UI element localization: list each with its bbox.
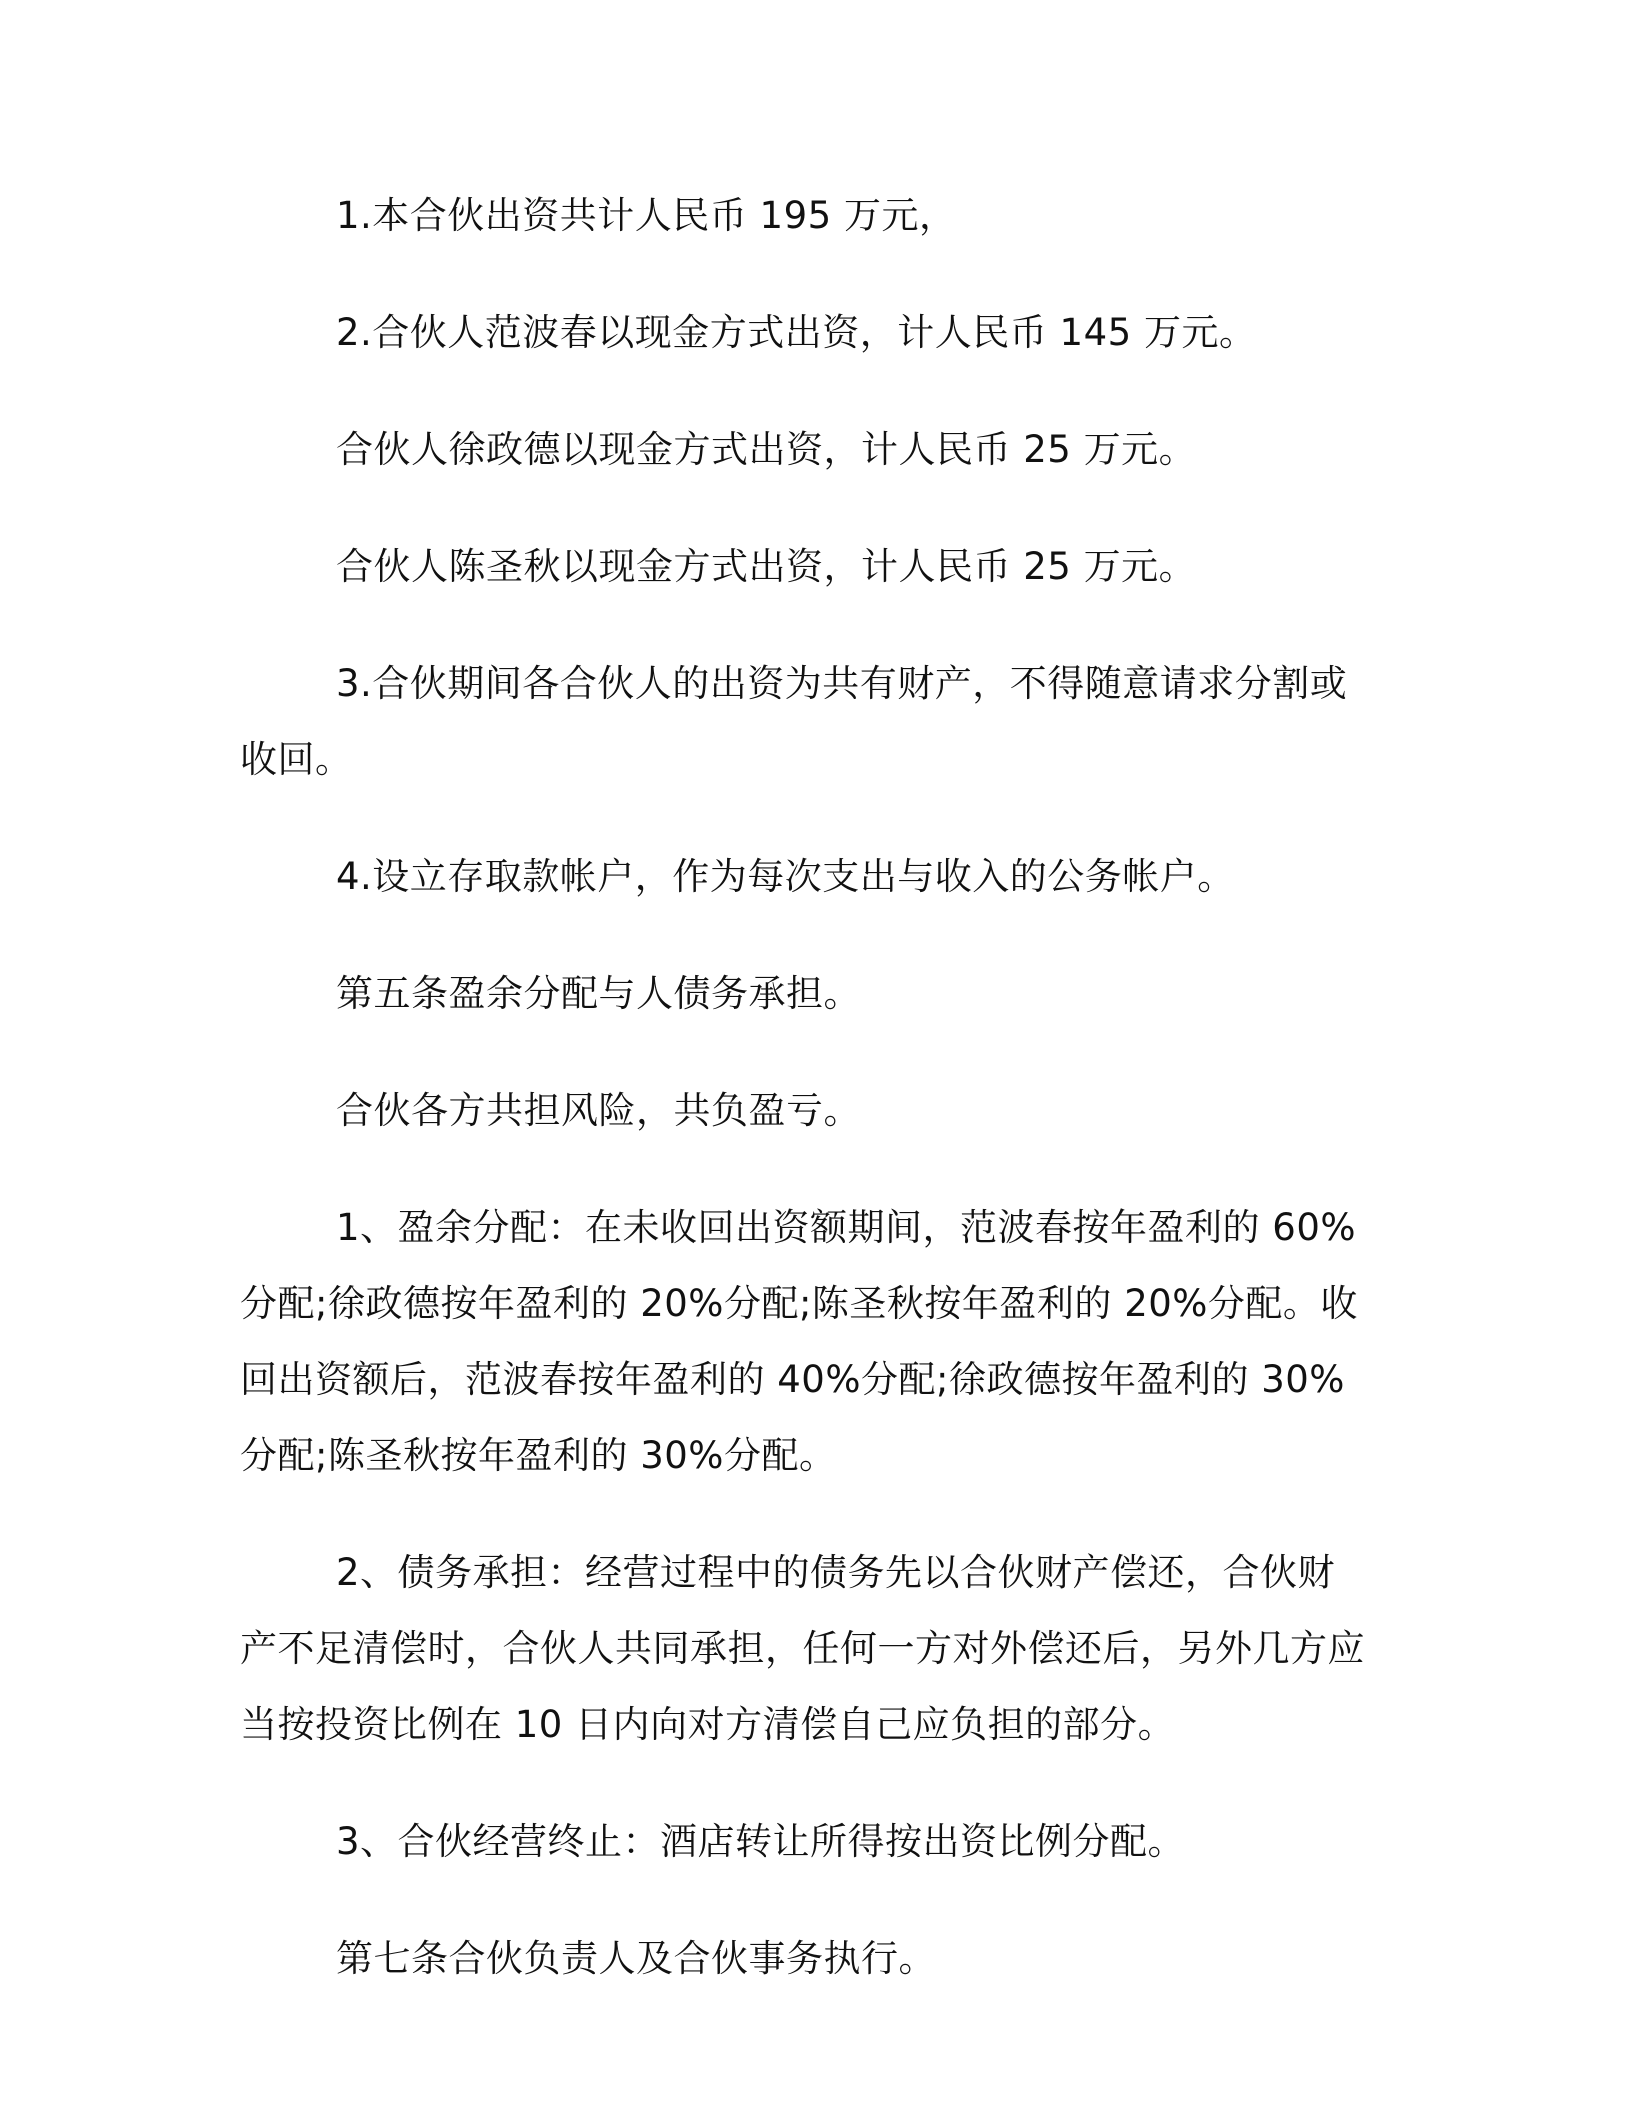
paragraph-termination: 3、合伙经营终止：酒店转让所得按出资比例分配。 <box>336 1820 1186 1863</box>
paragraph-debt-liability: 2、债务承担：经营过程中的债务先以合伙财产偿还，合伙财产不足清偿时，合伙人共同承担，任何一方对外偿还后，另外几方应当按投资比例在 10 日内向对方清偿自己应负担的部分。 <box>240 1551 1365 1746</box>
section-heading-article-5: 第五条盈余分配与人债务承担。 <box>336 972 861 1015</box>
paragraph-bank-account: 4.设立存取款帐户，作为每次支出与收入的公务帐户。 <box>336 855 1235 898</box>
paragraph-fan-contribution: 2.合伙人范波春以现金方式出资，计人民币 145 万元。 <box>336 311 1257 354</box>
section-heading-article-7: 第七条合伙负责人及合伙事务执行。 <box>336 1937 936 1980</box>
paragraph-xu-contribution: 合伙人徐政德以现金方式出资，计人民币 25 万元。 <box>336 428 1197 471</box>
paragraph-total-capital: 1.本合伙出资共计人民币 195 万元， <box>336 194 957 237</box>
paragraph-common-property: 3.合伙期间各合伙人的出资为共有财产，不得随意请求分割或收回。 <box>240 662 1348 781</box>
document-body <box>240 178 1370 2038</box>
paragraph-shared-risk: 合伙各方共担风险，共负盈亏。 <box>336 1089 861 1132</box>
paragraph-profit-distribution: 1、盈余分配：在未收回出资额期间，范波春按年盈利的 60%分配;徐政德按年盈利的 20%分配;陈圣秋按年盈利的 20%分配。收回出资额后，范波春按年盈利的 40%分配;徐政德按年盈利的 30%分配;陈圣秋按年盈利的 30%分配。 <box>240 1206 1358 1477</box>
paragraph-chen-contribution: 合伙人陈圣秋以现金方式出资，计人民币 25 万元。 <box>336 545 1197 588</box>
